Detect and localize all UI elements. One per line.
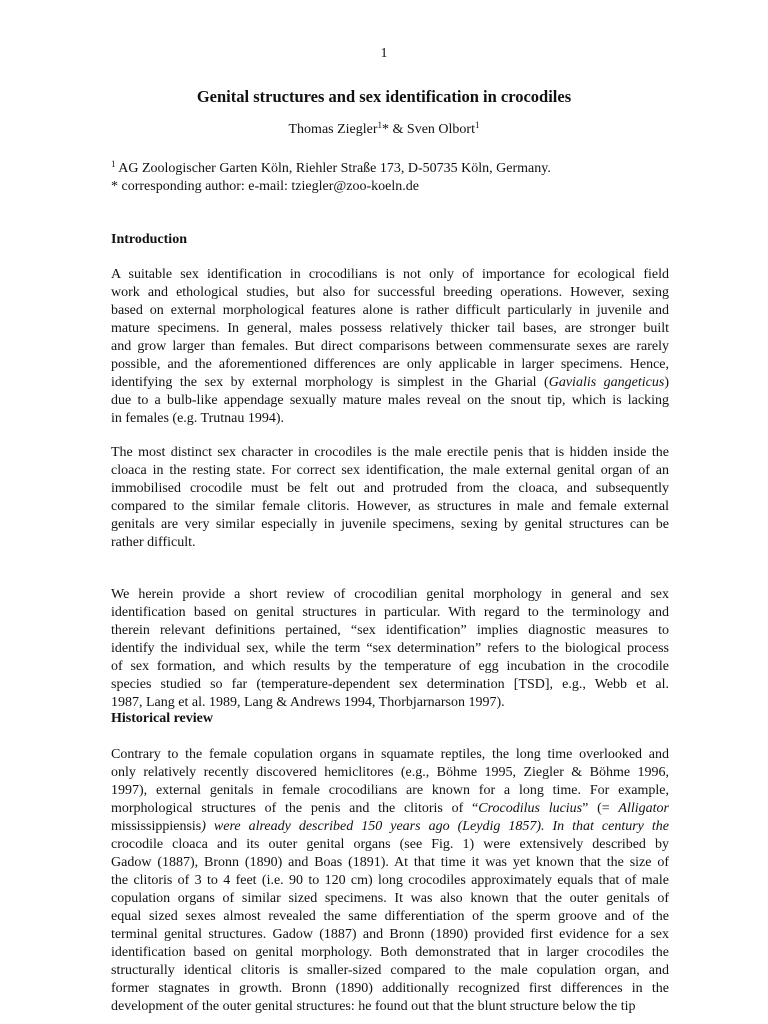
text-line: identification based on genital structures in particular. With regard to the terminology and: [111, 605, 669, 620]
text-line: 1997), external genitals in female crocodilians are known for a long time. For example,: [111, 783, 669, 798]
text-line: Contrary to the female copulation organs in squamate reptiles, the long time overlooked and: [111, 747, 669, 762]
text-line: due to a bulb-like appendage sexually mature males reveal on the snout tip, which is lacking: [111, 393, 669, 408]
text-segment: mississippiensis: [111, 819, 202, 834]
text-line: [111, 800, 669, 818]
page-number: 1: [380, 46, 388, 61]
text-line: We herein provide a short review of crocodilian genital morphology in general and sex: [111, 587, 669, 602]
text-line: [111, 818, 669, 836]
author-1-affiliation-mark: 1: [377, 120, 383, 130]
text-line: mature specimens. In general, males possess relatively thicker tail bases, are stronger built: [111, 321, 669, 336]
text-line: of sex formation, and which results by the temperature of egg incubation in the crocodile: [111, 659, 669, 674]
affiliation-block: [111, 160, 671, 196]
intro-paragraph-1: [111, 266, 669, 428]
text-line: therein relevant definitions pertained, “sex identification” implies diagnostic measures to: [111, 623, 669, 638]
text-line: Gadow (1887), Bronn (1890) and Boas (1891). At that time it was yet known that the size of: [111, 855, 669, 870]
text-line: species studied so far (temperature-dependent sex determination [TSD], e.g., Webb et al.: [111, 677, 669, 692]
text-line: terminal genital structures. Gadow (1887) and Bronn (1890) provided first evidence for a sex: [111, 927, 669, 942]
introduction-heading: Introduction: [111, 232, 187, 247]
text-line: rather difficult.: [111, 535, 196, 550]
text-segment: morphological structures of the penis and the clitoris of “: [111, 801, 479, 816]
text-segment: ): [664, 375, 669, 390]
text-line: compared to the similar female clitoris. However, as structures in male and female external: [111, 499, 669, 514]
text-line: possible, and the aforementioned differences are only applicable in larger specimens. Hence,: [111, 357, 669, 372]
historical-review-heading: Historical review: [111, 711, 213, 726]
text-line: former stagnates in growth. Bronn (1890) additionally recognized first differences in the: [111, 981, 669, 996]
intro-paragraph-3: [111, 586, 669, 712]
text-line: identify the individual sex, while the term “sex determination” refers to the biological process: [111, 641, 669, 656]
author-2: Sven Olbort: [406, 122, 475, 137]
text-line: crocodile cloaca and its outer genital organs (see Fig. 1) were extensively described by: [111, 837, 669, 852]
text-line: only relatively recently discovered hemiclitores (e.g., Böhme 1995, Ziegler & Böhme 1996,: [111, 765, 669, 780]
paper-title: Genital structures and sex identification in crocodiles: [196, 87, 572, 106]
text-segment: ” (=: [582, 801, 619, 816]
text-line: copulation organs of similar sized specimens. It was also known that the outer genitals of: [111, 891, 669, 906]
italic-term: Alligator: [618, 801, 669, 816]
text-line: based on external morphological features alone is rather difficult particularly in juvenile and: [111, 303, 669, 318]
text-line: The most distinct sex character in crocodiles is the male erectile penis that is hidden inside the: [111, 445, 669, 460]
italic-term: Crocodilus lucius: [478, 801, 583, 816]
affiliation-text: AG Zoologischer Garten Köln, Riehler Straße 173, D-50735 Köln, Germany.: [115, 161, 551, 176]
text-line: in females (e.g. Trutnau 1994).: [111, 411, 285, 426]
affiliation-mark: 1: [111, 159, 116, 169]
author-1: Thomas Ziegler: [288, 122, 378, 137]
author-line: [0, 122, 768, 138]
text-line: structurally identical clitoris is smaller-sized compared to the male copulation organ, and: [111, 963, 669, 978]
author-2-affiliation-mark: 1: [474, 120, 480, 130]
text-line: equal sized sexes almost revealed the same differentiation of the sperm groove and of the: [111, 909, 669, 924]
text-line: cloaca in the resting state. For correct sex identification, the male external genital organ of an: [111, 463, 669, 478]
corresponding-mark: * &: [382, 122, 407, 137]
text-line: and grow larger than females. But direct comparisons between commensurate sexes are rarely: [111, 339, 669, 354]
text-line: [111, 374, 669, 392]
text-segment: identifying the sex by external morphology is simplest in the Gharial (: [111, 375, 549, 390]
text-line: immobilised crocodile must be felt out and protruded from the cloaca, and subsequently: [111, 481, 669, 496]
corresponding-author-line: * corresponding author: e-mail: tziegler@zoo-koeln.de: [111, 179, 419, 194]
text-line: 1987, Lang et al. 1989, Lang & Andrews 1994, Thorbjarnarson 1997).: [111, 695, 505, 710]
italic-term: ) were already described 150 years ago (Leydig 1857). In that century the: [201, 819, 669, 834]
affiliation-line: [111, 160, 671, 178]
italic-term: Gavialis gangeticus: [548, 375, 665, 390]
text-line: the clitoris of 3 to 4 feet (i.e. 90 to 120 cm) long crocodiles approximately equals that of male: [111, 873, 669, 888]
text-line: work and ethological studies, but also for successful breeding operations. However, sexing: [111, 285, 669, 300]
historical-paragraph-1: [111, 746, 669, 1016]
text-line: genitals are very similar especially in juvenile specimens, sexing by genital structures can be: [111, 517, 669, 532]
text-line: A suitable sex identification in crocodilians is not only of importance for ecological field: [111, 267, 669, 282]
intro-paragraph-2: [111, 444, 669, 552]
text-line: development of the outer genital structures: he found out that the blunt structure below the tip: [111, 999, 636, 1014]
text-line: identification based on genital morphology. Both demonstrated that in larger crocodiles the: [111, 945, 669, 960]
